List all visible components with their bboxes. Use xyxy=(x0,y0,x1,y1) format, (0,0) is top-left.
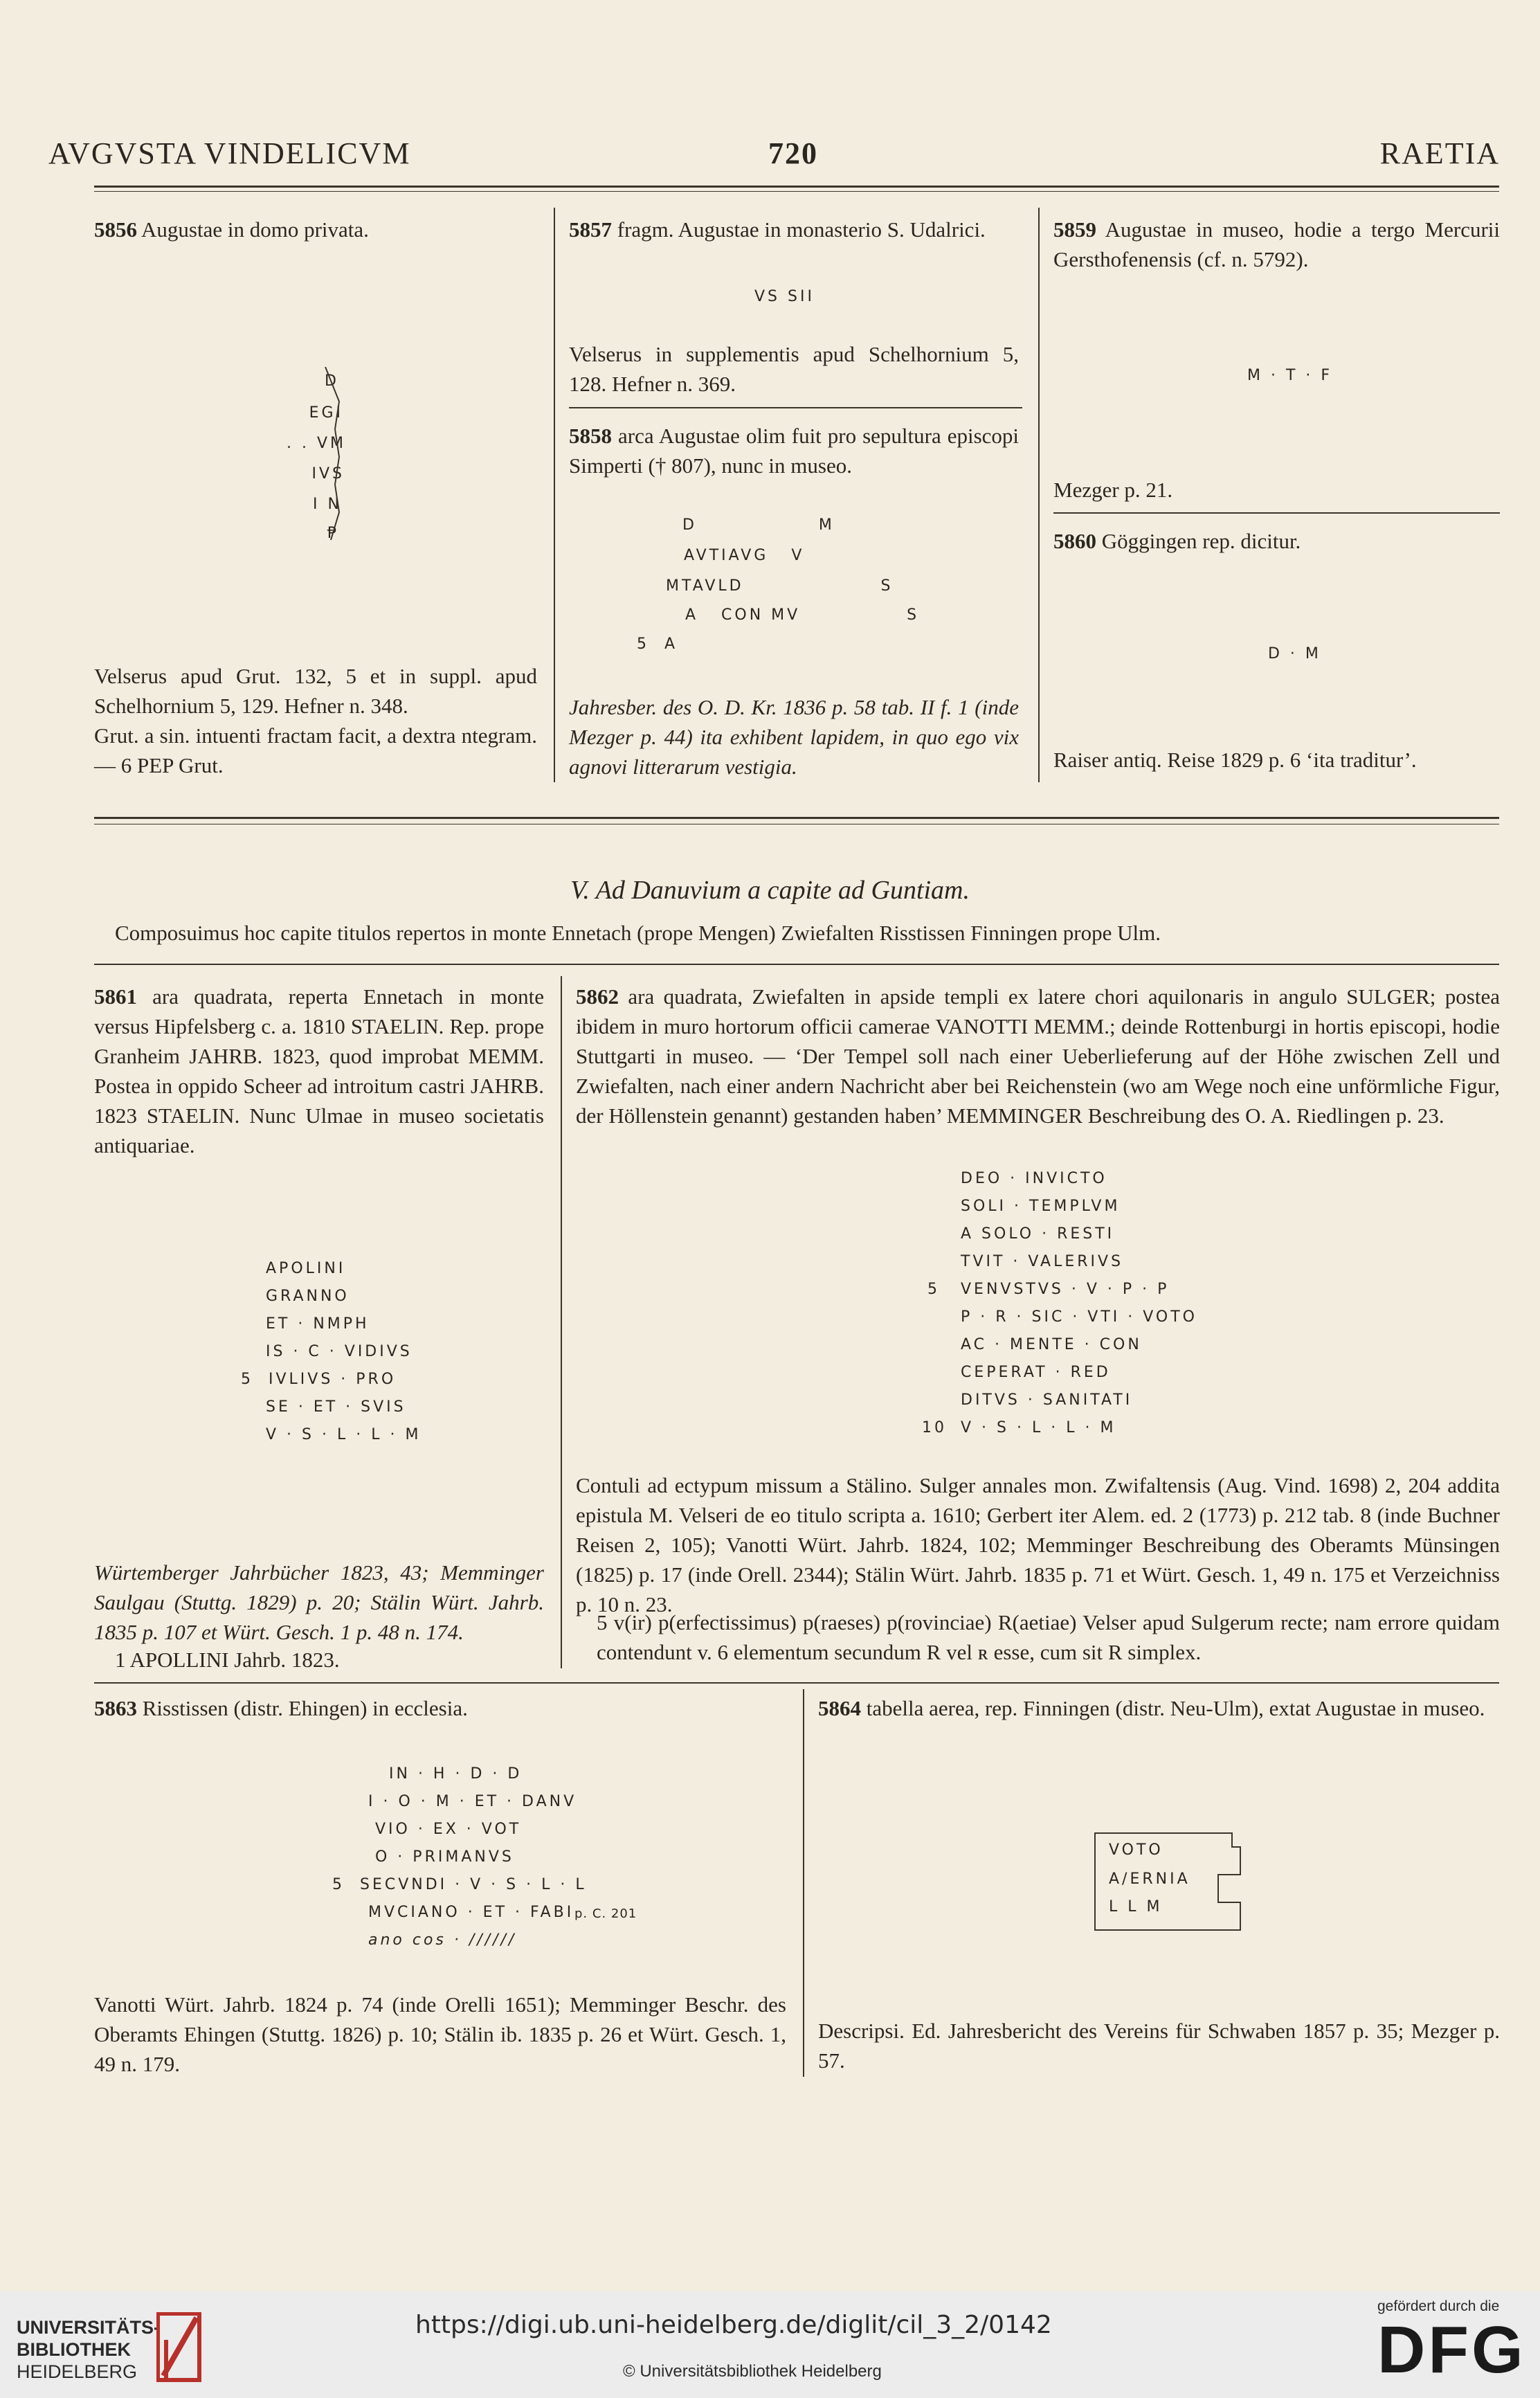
entry-5860-head xyxy=(1053,526,1500,556)
section-title: V. Ad Danuvium a capite ad Guntiam. xyxy=(570,876,970,905)
inscription-line: V · S · L · L · M xyxy=(961,1419,1116,1436)
inscription-line: D xyxy=(325,372,339,390)
library-name-line: HEIDELBERG xyxy=(17,2361,138,2382)
inscription-line: A CON MV S xyxy=(685,606,920,624)
inscription-5864 xyxy=(1094,1832,1260,1936)
inscription-line: SE · ET · SVIS xyxy=(266,1398,406,1416)
inscription-line: 5 IVLIVS · PRO xyxy=(241,1371,397,1388)
inscription-line: MVCIANO · ET · FABI xyxy=(368,1904,574,1921)
entry-5864-ref: Descripsi. Ed. Jahresbericht des Vereins für Schwaben 1857 p. 35; Mezger p. 57. xyxy=(818,2019,1500,2073)
entry-5856-head xyxy=(94,215,537,244)
header-rule-thin xyxy=(94,191,1499,192)
inscription-line-number: 5 xyxy=(927,1281,940,1298)
inscription-line: V · S · L · L · M xyxy=(266,1426,422,1443)
inscription-line: VOTO xyxy=(1109,1841,1163,1859)
header-rule xyxy=(94,186,1499,188)
inscription-line: A/ERNIA xyxy=(1109,1870,1190,1888)
entry-5859-head xyxy=(1053,215,1500,274)
entry-5858-ref: Jahresber. des O. D. Kr. 1836 p. 58 tab. II f. 1 (inde Mezger p. 44) ita exhibent lapidem, in quo ego vix agnovi litterarum vestigia. xyxy=(569,695,1019,779)
entry-5858-head xyxy=(569,421,1019,480)
entry-5861-note: 1 APOLLINI Jahrb. 1823. xyxy=(115,1648,340,1672)
inscription-5863 xyxy=(332,1765,678,1959)
inscription-line: O · PRIMANVS xyxy=(375,1848,514,1866)
entry-5860-ref: Raiser antiq. Reise 1829 p. 6 ‘ita traditur’. xyxy=(1053,748,1417,772)
entry-number: 5864 xyxy=(818,1696,861,1720)
library-name-line: UNIVERSITÄTS- xyxy=(17,2317,161,2338)
entry-5862-note: 5 v(ir) p(erfectissimus) p(raeses) p(rovinciae) R(aetiae) Velser apud Sulgerum recte; nam errore quidam contendunt v. 6 elementum secundum R vel ʀ esse, cum sit R simplex. xyxy=(597,1610,1500,1664)
inscription-line: VIO · EX · VOT xyxy=(375,1821,522,1838)
entry-5861-ref: Würtemberger Jahrbücher 1823, 43; Memminger Saulgau (Stuttg. 1829) p. 20; Stälin Würt. Jahrb. 1835 p. 107 et Würt. Gesch. 1 p. 48 n. 174. xyxy=(94,1560,544,1644)
inscription-line: Ᵽ xyxy=(327,525,339,542)
inscription-line: 5 A xyxy=(637,635,678,653)
running-head-right: RAETIA xyxy=(1379,136,1500,170)
entry-5862-ref: Contuli ad ectypum missum a Stälino. Sulger annales mon. Zwifaltensis (Aug. Vind. 1698) 2, 204 addita epistula M. Velseri de eo titulo scripta a. 1610; Gerbert iter Alem. ed. 2 (1773) p. 212 tab. 8 (inde Buchner Reisen 2, 105); Vanotti Würt. Jahrb. 1824, 102; Memminger Beschreibung des Oberamts Münsingen (1825) p. 17 (inde Orell. 2344); Stälin Würt. Jahrb. 1835 p. 71 et Würt. Gesch. 1, 49 n. 175 et Verzeichniss p. 10 n. 23. xyxy=(576,1473,1500,1616)
inscription-line: AC · MENTE · CON xyxy=(961,1336,1142,1353)
running-head-left: AVGVSTA VINDELICVM xyxy=(48,136,411,170)
inscription-line: APOLINI xyxy=(266,1260,346,1277)
inscription-line: IS · C · VIDIVS xyxy=(266,1343,413,1360)
entry-description: fragm. Augustae in monasterio S. Udalrici. xyxy=(617,217,986,242)
library-name xyxy=(17,2316,160,2383)
sponsor-label: gefördert durch die xyxy=(1377,2298,1500,2314)
inscription-line: I · O · M · ET · DANV xyxy=(368,1793,577,1810)
date-annotation: p. C. 201 xyxy=(574,1906,637,1921)
inscription-line: P · R · SIC · VTI · VOTO xyxy=(961,1308,1197,1326)
dfg-logo: DFG xyxy=(1377,2313,1526,2387)
section-rule xyxy=(94,1682,1499,1684)
entry-number: 5858 xyxy=(569,424,612,448)
inscription-line: GRANNO xyxy=(266,1288,350,1305)
entry-number: 5863 xyxy=(94,1696,137,1720)
inscription-line: D M xyxy=(682,516,835,534)
column-divider xyxy=(554,208,555,782)
inscription-5862 xyxy=(922,1170,1197,1447)
entry-description: tabella aerea, rep. Finningen (distr. Neu-Ulm), extat Augustae in museo. xyxy=(866,1696,1485,1720)
section-rule xyxy=(94,817,1499,819)
entry-description: arca Augustae olim fuit pro sepultura episcopi Simperti († 807), nunc in museo. xyxy=(569,424,1020,478)
inscription-line: IN · H · D · D xyxy=(389,1765,523,1783)
entry-description: Göggingen rep. dicitur. xyxy=(1101,529,1301,553)
section-intro: Composuimus hoc capite titulos repertos in monte Ennetach (prope Mengen) Zwiefalten Risstissen Finningen prope Ulm. xyxy=(115,921,1161,945)
inscription-line: MTAVLD S xyxy=(666,577,894,595)
entry-description: Risstissen (distr. Ehingen) in ecclesia. xyxy=(142,1696,468,1720)
inscription-line: DEO · INVICTO xyxy=(961,1170,1107,1187)
inscription-line: ano cos · ////// xyxy=(368,1931,517,1949)
inscription-line: SOLI · TEMPLVM xyxy=(961,1198,1121,1215)
entry-number: 5861 xyxy=(94,984,137,1009)
entry-5863-head xyxy=(94,1693,786,1723)
entry-divider xyxy=(569,407,1022,408)
inscription-5859: M · T · F xyxy=(1247,367,1333,384)
entry-number: 5857 xyxy=(569,217,612,242)
inscription-5861 xyxy=(235,1260,443,1468)
entry-5861-head xyxy=(94,982,544,1160)
inscription-line: IVS xyxy=(311,465,345,483)
inscription-line: TVIT · VALERIVS xyxy=(961,1253,1124,1270)
inscription-line: I N xyxy=(313,496,342,513)
column-divider xyxy=(1038,208,1040,782)
inscription-line: CEPERAT · RED xyxy=(961,1364,1111,1381)
entry-number: 5856 xyxy=(94,217,137,242)
entry-5859-ref: Mezger p. 21. xyxy=(1053,478,1173,502)
section-intro-rule xyxy=(94,964,1499,965)
entry-5863-ref: Vanotti Würt. Jahrb. 1824 p. 74 (inde Orelli 1651); Memminger Beschr. des Oberamts Ehingen (Stuttg. 1826) p. 10; Stälin ib. 1835 p. 26 et Würt. Gesch. 1, 49 n. 179. xyxy=(94,1992,786,2076)
entry-5856-note: Grut. a sin. intuenti fractam facit, a dextra ntegram. — 6 PEP Grut. xyxy=(94,723,537,777)
page-number: 720 xyxy=(768,136,818,170)
entry-5864-head xyxy=(818,1693,1500,1723)
entry-number: 5859 xyxy=(1053,217,1096,242)
entry-5862-head xyxy=(576,982,1500,1130)
inscription-line: 5 SECVNDI · V · S · L · L xyxy=(332,1876,587,1893)
entry-number: 5860 xyxy=(1053,529,1096,553)
inscription-line: AVTIAVG V xyxy=(684,547,805,564)
inscription-5856 xyxy=(277,367,360,547)
inscription-5857: VS SII xyxy=(754,288,815,305)
copyright: © Universitätsbibliothek Heidelberg xyxy=(623,2362,882,2381)
broken-edge-line xyxy=(318,367,360,547)
footer-bar xyxy=(0,2291,1540,2398)
page-url[interactable]: https://digi.ub.uni-heidelberg.de/diglit/cil_3_2/0142 xyxy=(415,2311,1052,2339)
entry-description: ara quadrata, Zwiefalten in apside templi ex latere chori aquilonaris in angulo SULGER; postea ibidem in muro hortorum officii camerae VANOTTI MEMM.; deinde Rottenburgi in hortis episcopi, hodie Stuttgarti in museo. — ‘Der Tempel soll nach einer Ueberlieferung auf der Höhe zwischen Zell und Zwiefalten, nach einer andern Nachricht aber bei Reichenstein (wo am Wege noch eine unförmliche Figur, der Höllenstein genannt) gestanden haben’ MEMMINGER Beschreibung des O. A. Riedlingen p. 23. xyxy=(576,984,1500,1128)
entry-description: ara quadrata, reperta Ennetach in monte versus Hipfelsberg c. a. 1810 STAELIN. Rep. prope Granheim JAHRB. 1823, quod improbat MEMM. Postea in oppido Scheer ad introitum castri JAHRB. 1823 STAELIN. Nunc Ulmae in museo societatis antiquariae. xyxy=(94,984,544,1157)
column-divider xyxy=(803,1689,804,2077)
library-name-line: BIBLIOTHEK xyxy=(17,2339,131,2360)
entry-5857-ref: Velserus in supplementis apud Schelhornium 5, 128. Hefner n. 369. xyxy=(569,342,1019,396)
inscription-line: L L M xyxy=(1109,1898,1163,1915)
inscription-line: . . VM xyxy=(286,435,346,452)
library-logo-icon xyxy=(156,2312,209,2384)
entry-number: 5862 xyxy=(576,984,619,1009)
entry-description: Augustae in domo privata. xyxy=(141,217,369,242)
inscription-5860: D · M xyxy=(1268,645,1321,662)
entry-description: Augustae in museo, hodie a tergo Mercurii Gersthofenensis (cf. n. 5792). xyxy=(1053,217,1500,271)
inscription-line-number: 10 xyxy=(922,1419,947,1436)
entry-5857-head xyxy=(569,215,1019,244)
inscription-5858 xyxy=(637,516,997,655)
inscription-line: ET · NMPH xyxy=(266,1315,370,1333)
inscription-line: VENVSTVS · V · P · P xyxy=(961,1281,1170,1298)
inscription-line: A SOLO · RESTI xyxy=(961,1225,1115,1243)
entry-5856-ref: Velserus apud Grut. 132, 5 et in suppl. apud Schelhornium 5, 129. Hefner n. 348. xyxy=(94,664,537,718)
entry-divider xyxy=(1053,512,1500,514)
column-divider xyxy=(561,976,562,1668)
inscription-line: DITVS · SANITATI xyxy=(961,1391,1133,1409)
inscription-line: EGI xyxy=(309,404,343,422)
